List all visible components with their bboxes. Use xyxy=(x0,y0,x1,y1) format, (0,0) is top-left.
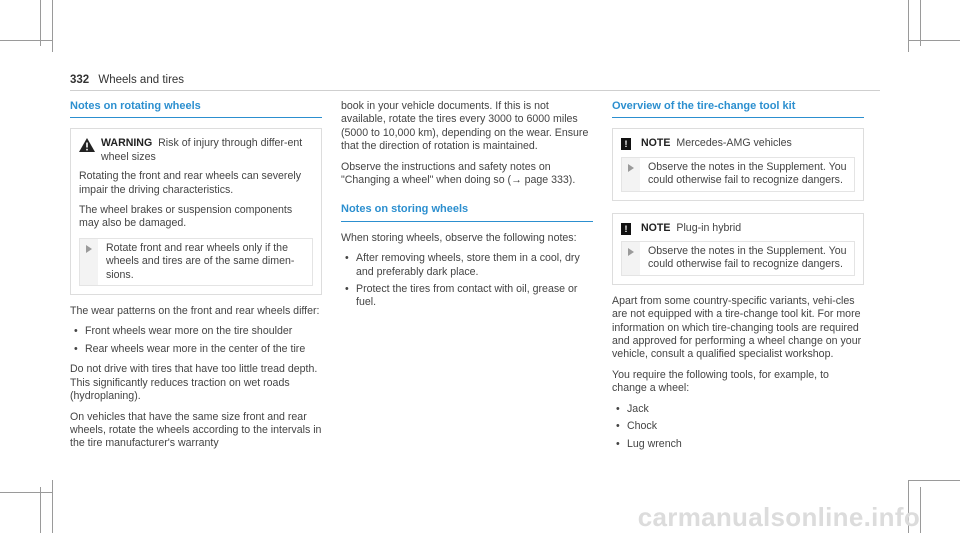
play-arrow-icon xyxy=(86,245,92,253)
paragraph: The wear patterns on the front and rear wheels differ: xyxy=(70,305,320,318)
instruction-text: Rotate front and rear wheels only if the wheels and tires are of the same dimen-sions. xyxy=(106,241,295,281)
note-instruction xyxy=(621,157,855,192)
crop-mark xyxy=(52,480,53,533)
list-item: • Chock xyxy=(612,420,864,433)
paragraph: When storing wheels, observe the following notes: xyxy=(341,231,577,244)
instruction-text: Observe the notes in the Supplement. You could otherwise fail to recognize dangers. xyxy=(648,245,847,271)
page-header xyxy=(70,74,184,86)
crop-mark xyxy=(920,487,921,533)
note-keyword: NOTE xyxy=(641,137,671,150)
note-keyword: NOTE xyxy=(641,221,671,234)
warning-instruction xyxy=(79,238,313,286)
list-item: • Front wheels wear more on the tire shoulder xyxy=(70,325,322,338)
warning-box xyxy=(70,128,322,295)
warning-paragraph: Rotating the front and rear wheels can severely impair the driving characteristics. xyxy=(79,170,302,196)
instruction-text: Observe the notes in the Supplement. You could otherwise fail to recognize dangers. xyxy=(648,160,847,187)
warning-header xyxy=(79,137,313,164)
warning-heading: Risk of injury through differ-ent wheel sizes xyxy=(101,137,303,163)
wear-list xyxy=(70,325,322,356)
paragraph: Do not drive with tires that have too little tread depth. This significantly reduces traction on wet roads (hydroplaning). xyxy=(70,363,318,403)
column-3 xyxy=(612,100,864,458)
note-heading: Plug-in hybrid xyxy=(676,221,742,234)
note-icon: ! xyxy=(621,223,631,235)
note-box-amg xyxy=(612,128,864,200)
section-name: Wheels and tires xyxy=(98,74,185,86)
list-item: • After removing wheels, store them in a cool, dry and preferably dark place. xyxy=(341,252,593,279)
paragraph: On vehicles that have the same size front and rear wheels, rotate the wheels according to the intervals in the tire manufacturer's warranty xyxy=(70,410,322,450)
note-heading: Mercedes-AMG vehicles xyxy=(676,137,792,150)
note-box-hybrid xyxy=(612,213,864,285)
crop-mark xyxy=(908,0,909,52)
list-item: • Lug wrench xyxy=(612,438,864,451)
note-icon: ! xyxy=(621,138,631,150)
crop-mark xyxy=(0,492,52,493)
crop-mark xyxy=(0,40,52,41)
play-arrow-icon xyxy=(628,248,634,256)
page-number: 332 xyxy=(70,74,90,86)
crop-mark xyxy=(52,0,53,52)
crop-mark xyxy=(908,480,960,481)
section-title-rotating: Notes on rotating wheels xyxy=(70,100,322,118)
note-instruction xyxy=(621,241,855,276)
play-arrow-icon xyxy=(628,164,634,172)
paragraph: book in your vehicle documents. If this is not available, rotate the tires every 3000 to 6000 miles (5000 to 10,000 km), depending on the wear. Ensure that the direction of rotation is maintained. xyxy=(341,100,589,153)
section-title-storing: Notes on storing wheels xyxy=(341,203,593,221)
tools-list xyxy=(612,403,864,451)
header-divider xyxy=(70,90,880,91)
watermark: carmanualsonline.info xyxy=(637,502,920,532)
warning-icon xyxy=(79,138,95,152)
crop-mark xyxy=(908,40,960,41)
paragraph: You require the following tools, for example, to change a wheel: xyxy=(612,368,829,395)
crop-mark xyxy=(40,487,41,533)
list-item: • Protect the tires from contact with oil, grease or fuel. xyxy=(341,283,593,310)
list-item: • Rear wheels wear more in the center of the tire xyxy=(70,343,322,356)
list-item: • Jack xyxy=(612,403,864,416)
warning-paragraph: The wheel brakes or suspension components may also be damaged. xyxy=(79,204,293,230)
column-1 xyxy=(70,100,322,458)
column-2 xyxy=(341,100,593,317)
storing-list xyxy=(341,252,593,310)
paragraph: Observe the instructions and safety notes on "Changing a wheel" when doing so (→ page 333). xyxy=(341,160,576,187)
warning-keyword: WARNING xyxy=(101,137,153,150)
section-title-toolkit: Overview of the tire-change tool kit xyxy=(612,100,864,118)
paragraph: Apart from some country-specific variants, vehi-cles are not equipped with a tire-change tool kit. For more information on which tire-changing tools are required and approved for performing a wheel change on your vehicle, consult a qualified specialist workshop. xyxy=(612,294,862,361)
